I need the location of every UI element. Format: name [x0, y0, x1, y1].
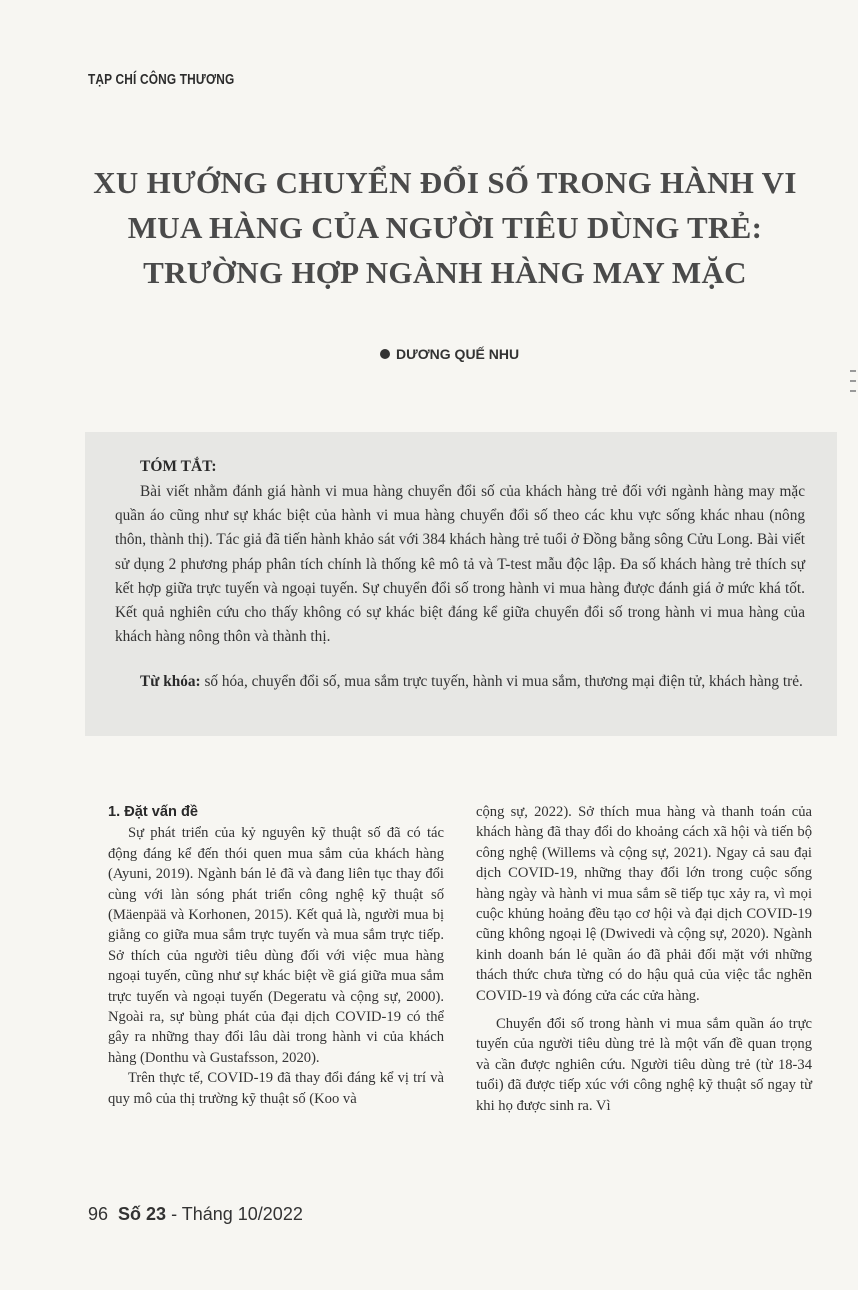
edge-marks: [850, 370, 856, 400]
article-title: [40, 160, 850, 295]
body-paragraph: Sự phát triển của kỷ nguyên kỹ thuật số đã có tác động đáng kể đến thói quen mua sắm của khách hàng (Ayuni, 2019). Ngành bán lẻ đã và đang liên tục thay đổi cùng với làn sóng phát triển công nghệ kỹ thuật số (Mäenpää và Korhonen, 2015). Kết quả là, người mua bị giằng co giữa mua sắm trực tuyến và mua sắm trực tiếp. Sở thích của người tiêu dùng đối với việc mua hàng ngoại tuyến, cũng như sự khác biệt về giá giữa mua sắm trực tuyến và ngoại tuyến (Degeratu và cộng sự, 2000). Ngoài ra, sự bùng phát của đại dịch COVID-19 có thể gây ra những thay đổi lâu dài trong hành vi của khách hàng (Donthu và Gustafsson, 2020).: [108, 825, 444, 1066]
page-footer: [88, 1204, 303, 1225]
issue-number: Số 23: [118, 1204, 167, 1224]
abstract-heading: TÓM TẮT:: [140, 458, 217, 475]
keywords-label: Từ khóa:: [140, 673, 201, 690]
author-line: [380, 346, 519, 362]
footer-separator: -: [166, 1204, 182, 1224]
journal-name: TẠP CHÍ CÔNG THƯƠNG: [88, 72, 235, 88]
page-number: 96: [88, 1204, 109, 1224]
section-heading: 1. Đặt vấn đề: [108, 804, 199, 820]
edge-mark: [850, 380, 856, 382]
abstract-text: Bài viết nhằm đánh giá hành vi mua hàng chuyển đổi số của khách hàng trẻ đối với ngành hàng may mặc quần áo cũng như sự khác biệt của hành vi mua hàng chuyển đổi số theo các khu vực sống khác nhau (nông thôn, thành thị). Tác giả đã tiến hành khảo sát với 384 khách hàng trẻ tuổi ở Đồng bằng sông Cửu Long. Bài viết sử dụng 2 phương pháp phân tích chính là thống kê mô tả và T-test mẫu độc lập. Đa số khách hàng trẻ thích sự kết hợp giữa trực tuyến và ngoại tuyến. Sự chuyển đổi số trong hành vi mua hàng được đánh giá ở mức khá tốt. Kết quả nghiên cứu cho thấy không có sự khác biệt đáng kể giữa chuyển đổi số trong hành vi mua hàng của khách hàng nông thôn và thành thị.: [115, 483, 805, 646]
title-line: TRƯỜNG HỢP NGÀNH HÀNG MAY MẶC: [143, 255, 747, 290]
keywords-list: số hóa, chuyển đổi số, mua sắm trực tuyến, hành vi mua sắm, thương mại điện tử, khách hàng trẻ.: [204, 673, 803, 690]
issue-date: Tháng 10/2022: [181, 1204, 303, 1224]
body-paragraph: Chuyển đổi số trong hành vi mua sắm quần áo trực tuyến của người tiêu dùng trẻ là một vấn đề quan trọng và cần được nghiên cứu. Người tiêu dùng trẻ (từ 18-34 tuổi) đã được tiếp xúc với công nghệ kỹ thuật số ngay từ khi họ được sinh ra. Vì: [476, 1016, 812, 1114]
edge-mark: [850, 370, 856, 372]
body-column-left: [108, 802, 444, 1109]
body-paragraph: cộng sự, 2022). Sở thích mua hàng và thanh toán của khách hàng đã thay đổi do khoảng cách xã hội và tiến bộ công nghệ (Willems và cộng sự, 2021). Ngay cả sau đại dịch COVID-19, những thay đổi lớn trong cuộc sống hàng ngày và hành vi mua sắm sẽ tiếp tục xảy ra, vì mọi cuộc khủng hoảng đều tạo cơ hội và đại dịch COVID-19 cũng không ngoại lệ (Dwivedi và cộng sự, 2020). Ngành kinh doanh bán lẻ quần áo đã phải đối mặt với những thách thức chưa từng có do hậu quả của việc tắc nghẽn COVID-19 và đóng cửa các cửa hàng.: [476, 804, 812, 1004]
keywords: [115, 670, 805, 694]
author-name: DƯƠNG QUẾ NHU: [396, 346, 520, 362]
title-line: MUA HÀNG CỦA NGƯỜI TIÊU DÙNG TRẺ:: [127, 210, 763, 245]
body-paragraph: Trên thực tế, COVID-19 đã thay đổi đáng kể vị trí và quy mô của thị trường kỹ thuật số (Koo và: [108, 1070, 444, 1107]
title-line: XU HƯỚNG CHUYỂN ĐỔI SỐ TRONG HÀNH VI: [93, 165, 797, 200]
bullet-icon: [380, 349, 390, 359]
body-column-right: [476, 802, 812, 1116]
edge-mark: [850, 390, 856, 392]
